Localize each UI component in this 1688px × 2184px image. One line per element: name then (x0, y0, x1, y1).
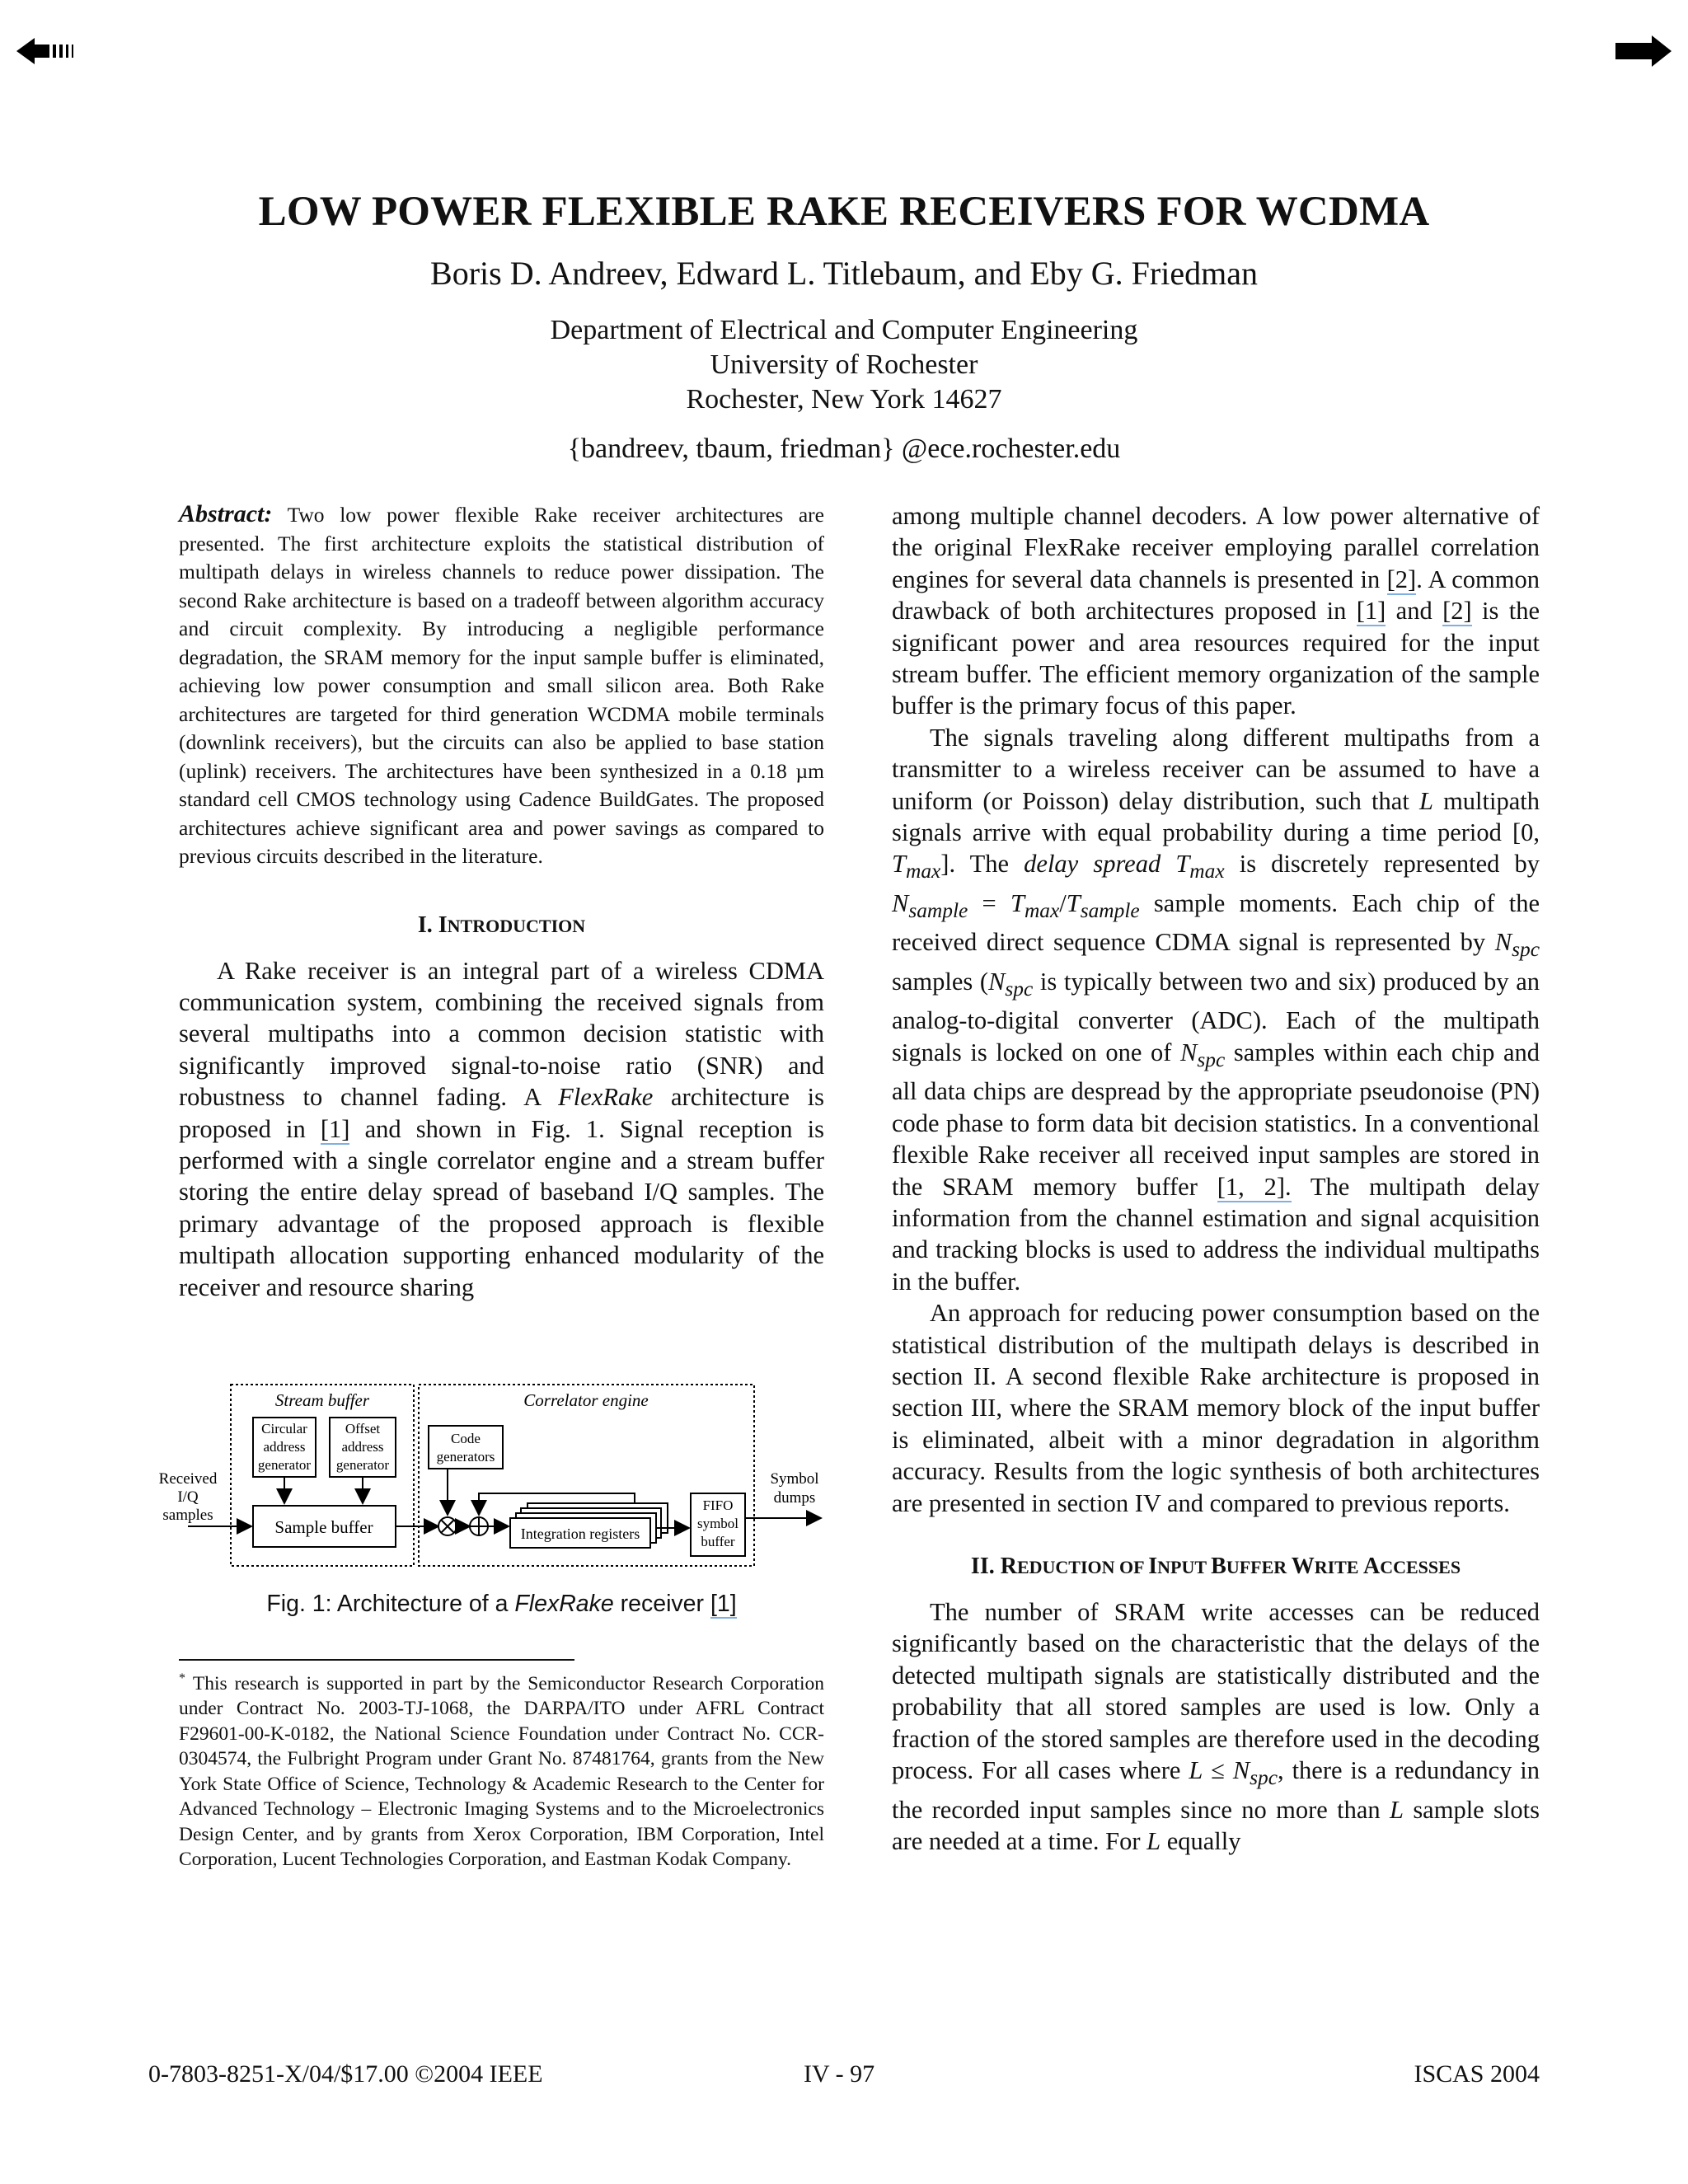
text-run: ]. The (940, 850, 1025, 879)
math-sub: max (905, 860, 941, 883)
citation-link[interactable]: [2] (1442, 597, 1472, 626)
section-number: I. (417, 912, 438, 938)
circ-line: address (263, 1439, 306, 1455)
footnote-text: This research is supported in part by the Semiconductor Research Corporation under Contract No. 2003-TJ-1068, the DARPA/ITO under AFRL Contract F29601-00-K-0182, the National Science Foundation under Contract No. CCR-0304574, the Fulbright Program under Grant No. 87481764, grants from the New York State Office of Science, Technology & Academic Research to the Center for Advanced Technology – Electronic Imaging Systems and to the Microelectronics Design Center, and by grants from Xerox Corporation, IBM Corporation, Intel Corporation, Lucent Technologies Corporation, and Eastman Kodak Company. (179, 1672, 824, 1871)
math-sub: spc (1197, 1047, 1226, 1071)
abstract (179, 500, 824, 871)
math-sub: sample (908, 899, 968, 923)
text-run: and shown in Fig. 1. Signal reception is performed with a single correlator engine and a stream buffer storing the entire delay spread of baseband I/Q samples. The primary advantage of the proposed approach is flexible multipath allocation supporting enhanced modularity of the receiver and resource sharing (179, 1114, 824, 1301)
paper-title: LOW POWER FLEXIBLE RAKE RECEIVERS FOR WCDMA (258, 189, 1430, 235)
section-heading-introduction (179, 912, 824, 939)
text-run: A Rake receiver is an integral part of a wireless CDMA communication system, combining the received signals from several multipaths into a common decision statistic with significantly improved signal-to-noise ratio (SNR) and robustness to channel fading. A (179, 956, 824, 1112)
symbol-dumps-line: Symbol (770, 1470, 819, 1488)
math-var: L (1390, 1795, 1404, 1824)
citation-link[interactable]: [1] (1356, 597, 1386, 626)
heading-rest: CCESSES (1380, 1557, 1461, 1578)
offset-line: Offset (345, 1421, 381, 1436)
intro-paragraph-3: An approach for reducing power consumption based on the statistical distribution of the multipath delays is described in section II. A second flexible Rake architecture is proposed in section III, where the SRAM memory block of the input buffer is eliminated, albeit with a minor degradation in algorithm accuracy. Results from the logic synthesis of both architectures are presented in section IV and compared to previous reports. (892, 1299, 1540, 1517)
integration-registers-label: Integration registers (520, 1526, 640, 1542)
text-run: The number of SRAM write accesses can be reduced significantly based on the characteristic that the delays of the detected multipath signals are statistically distributed and the probability that all stored samples are used is low. Only a fraction of the stored samples are therefore used in the decoding process. For all cases where (892, 1598, 1540, 1785)
text-run: sample slots are needed at a time. For (892, 1795, 1540, 1855)
citation-link[interactable]: [1] (320, 1114, 350, 1143)
math-var: N (1232, 1756, 1250, 1785)
intro-paragraph (179, 955, 824, 1303)
math-var: T (1010, 888, 1025, 917)
text-run: / (1059, 888, 1067, 917)
intro-paragraph-2 (892, 722, 1540, 1297)
abstract-text: Two low power flexible Rake receiver architectures are presented. The first architecture exploits the statistical distribution of multipath delays in wireless channels to reduce power dissipation. The second Rake architecture is based on a tradeoff between algorithm accuracy and circuit complexity. By introducing a negligible performance degradation, the SRAM memory for the input sample buffer is eliminated, achieving low power consumption and small silicon area. Both Rake architectures are targeted for third generation WCDMA mobile terminals (downlink receivers), but the circuits can also be applied to base station (uplink) receivers. The architectures have been synthesized in a 0.18 µm standard cell CMOS technology using Cadence BuildGates. The proposed architectures achieve significant area and power savings as compared to previous circuits described in the literature. (179, 503, 824, 868)
section-heading-reduction (892, 1554, 1540, 1580)
math-var: L (1189, 1756, 1203, 1785)
math-sub: max (1024, 899, 1060, 923)
caption-italic: FlexRake (514, 1591, 614, 1617)
fifo-line: symbol (696, 1516, 739, 1531)
citation-link[interactable]: [1] (710, 1591, 737, 1617)
heading-rest: NTRODUCTION (447, 915, 586, 936)
affiliation-line: Rochester, New York 14627 (686, 384, 1002, 415)
text-run: The signals traveling along different multipaths from a transmitter to a wireless receiver can be assumed to have a uniform (or Poisson) delay distribution, such that (892, 723, 1540, 815)
math-var: T (1066, 888, 1081, 917)
citation-link[interactable]: [1, 2]. (1217, 1172, 1292, 1201)
text-run: architecture is proposed in (179, 1083, 825, 1143)
text-run: multipath signals arrive with equal probability during a time period [0, (892, 786, 1540, 847)
math-var: T (892, 850, 906, 879)
math-var: L (1146, 1827, 1161, 1855)
section2-paragraph (892, 1596, 1540, 1857)
figure-caption (179, 1591, 824, 1618)
footer-venue: ISCAS 2004 (1414, 2060, 1540, 2088)
math-var: N (1494, 928, 1512, 957)
sample-buffer-label: Sample buffer (274, 1517, 373, 1537)
abstract-label: Abstract: (179, 500, 273, 527)
offset-line: generator (335, 1457, 390, 1473)
offset-line: address (341, 1439, 384, 1455)
caption-text: receiver (613, 1591, 710, 1617)
math-sub: max (1189, 860, 1225, 883)
affiliation-line: Department of Electrical and Computer Engineering (550, 315, 1138, 345)
footer-copyright: 0-7803-8251-X/04/$17.00 ©2004 IEEE (148, 2060, 543, 2088)
text-run: The multipath delay information from the channel estimation and signal acquisition and tracking blocks is used to address the individual multipaths in the buffer. (892, 1172, 1540, 1296)
heading-initial: R (1000, 1554, 1017, 1580)
text-run: . A common drawback of both architectures proposed in (892, 565, 1540, 626)
footnote (179, 1666, 824, 1872)
affiliation-line: University of Rochester (710, 349, 978, 380)
text-italic: FlexRake (558, 1083, 654, 1112)
author-emails: {bandreev, tbaum, friedman} @ece.rochester.edu (567, 434, 1121, 464)
symbol-dumps-line: dumps (773, 1489, 816, 1507)
back-arrow-icon[interactable] (16, 35, 79, 72)
footer-page-number: IV - 97 (804, 2060, 875, 2088)
math-sub: sample (1080, 899, 1140, 923)
heading-rest: NPUT (1157, 1557, 1212, 1578)
code-line: generators (436, 1449, 495, 1465)
code-line: Code (451, 1431, 481, 1446)
fifo-line: buffer (701, 1534, 735, 1549)
heading-initial: I (1148, 1554, 1158, 1580)
text-run: sample moments. Each chip of the received direct sequence CDMA signal is represented by (892, 888, 1540, 957)
math-term: delay spread T (1024, 850, 1190, 879)
heading-initial: A (1362, 1554, 1381, 1580)
heading-initial: W (1291, 1554, 1315, 1580)
text-run: samples within each chip and all data chips are despread by the appropriate pseudonoise (PN) code phase to form data bit decision statistics. In a conventional flexible Rake receiver all received input samples are stored in the SRAM memory buffer (892, 1038, 1540, 1201)
text-run: , there is a redundancy in the recorded input samples since no more than (892, 1756, 1540, 1824)
stream-buffer-label: Stream buffer (274, 1390, 370, 1410)
text-run: and (1386, 597, 1443, 626)
heading-rest: OF (1119, 1557, 1149, 1578)
received-line: Received (158, 1470, 218, 1488)
text-run: samples ( (892, 967, 989, 996)
circ-line: Circular (261, 1421, 307, 1436)
intro-paragraph-continued (892, 500, 1540, 722)
received-line: I/Q (177, 1488, 199, 1506)
heading-rest: UFFER (1226, 1557, 1292, 1578)
math-var: N (892, 888, 909, 917)
text-run: ≤ (1203, 1756, 1233, 1785)
math-sub: spc (1005, 977, 1034, 1001)
math-var: N (1180, 1038, 1198, 1066)
heading-rest: RITE (1314, 1557, 1363, 1578)
math-sub: spc (1512, 938, 1540, 962)
heading-initial: B (1211, 1554, 1226, 1580)
text-run: is typically between two and six) produced by an analog-to-digital converter (ADC). Each of the multipath signals is locked on one of (892, 967, 1540, 1066)
received-line: samples (162, 1507, 213, 1524)
text-run: is the significant power and area resources required for the input stream buffer. The efficient memory organization of the sample buffer is the primary focus of this paper. (892, 597, 1540, 720)
text-run: = (968, 888, 1010, 917)
heading-rest: EDUCTION (1016, 1557, 1120, 1578)
footnote-divider (179, 1659, 574, 1661)
text-run: is discretely represented by (1224, 850, 1540, 879)
math-var: N (988, 967, 1006, 996)
figure-1 (148, 1378, 849, 1576)
section-number: II. (970, 1554, 1001, 1580)
footnote-mark: * (179, 1671, 185, 1685)
circ-line: generator (257, 1457, 312, 1473)
paper-authors: Boris D. Andreev, Edward L. Titlebaum, and Eby G. Friedman (430, 255, 1258, 292)
correlator-engine-label: Correlator engine (523, 1390, 649, 1410)
math-sub: spc (1250, 1766, 1278, 1790)
fifo-line: FIFO (702, 1497, 734, 1513)
math-var: L (1418, 786, 1433, 815)
forward-arrow-icon[interactable] (1615, 35, 1672, 72)
left-column (179, 500, 824, 1303)
citation-link[interactable]: [2] (1386, 565, 1417, 593)
text-run: equally (1160, 1827, 1241, 1855)
caption-text: Fig. 1: Architecture of a (266, 1591, 515, 1617)
text-run: among multiple channel decoders. A low power alternative of the original FlexRake receiver employing parallel correlation engines for several data channels is presented in (892, 502, 1540, 593)
affiliation (0, 313, 1688, 417)
heading-initial: I (438, 912, 448, 938)
right-column (892, 500, 1540, 1857)
